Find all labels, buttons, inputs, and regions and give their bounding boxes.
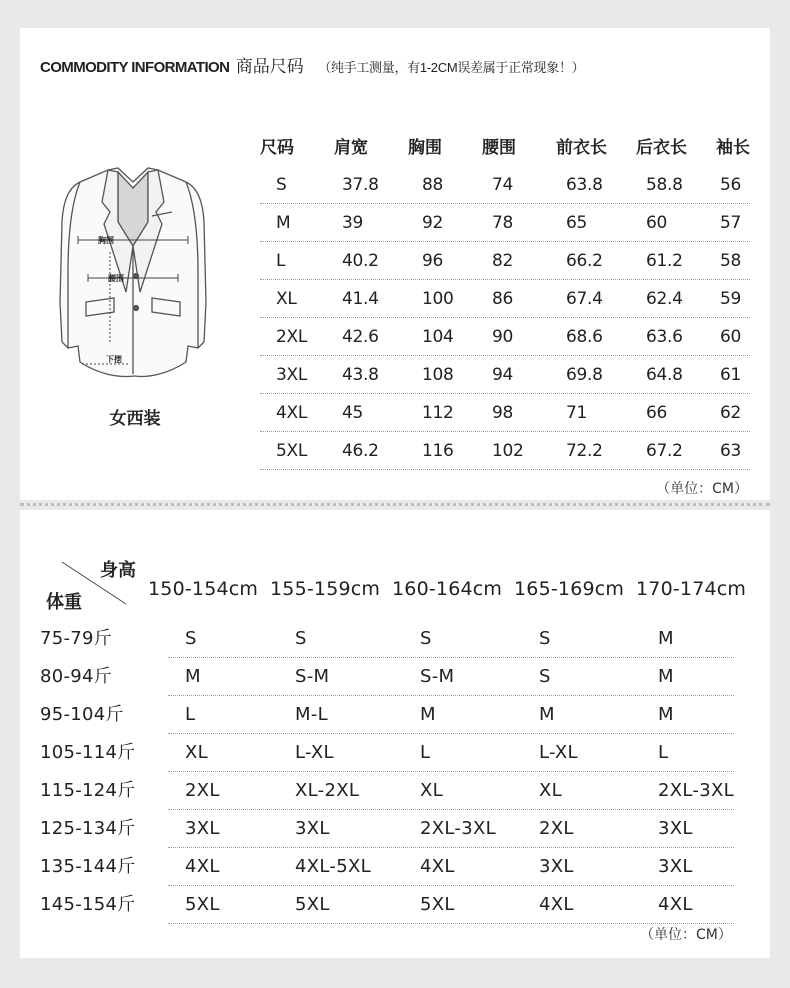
recommended-size-cell: 3XL (658, 818, 693, 839)
height-column-header: 170-174cm (636, 578, 747, 600)
recommended-size-cell: M (420, 704, 436, 725)
size-table-row (240, 356, 750, 394)
size-table-row (240, 432, 750, 470)
height-column-header: 160-164cm (392, 578, 503, 600)
size-table-cell: 67.2 (646, 441, 683, 461)
size-table-cell: 69.8 (566, 365, 603, 385)
size-table-cell: 74 (492, 175, 514, 195)
size-table-row (240, 318, 750, 356)
size-table-cell: 60 (646, 213, 668, 233)
size-table-row (240, 280, 750, 318)
size-table-cell: 37.8 (342, 175, 379, 195)
size-table-row (240, 394, 750, 432)
recommended-size-cell: S (295, 628, 307, 649)
size-table-cell: 88 (422, 175, 444, 195)
size-table-header-cell: 前衣长 (556, 138, 607, 158)
recommendation-row (40, 848, 734, 886)
recommended-size-cell: L (658, 742, 669, 763)
size-table-cell: 94 (492, 365, 514, 385)
size-table-cell: 68.6 (566, 327, 603, 347)
recommendation-row (40, 658, 734, 696)
recommended-size-cell: S-M (295, 666, 330, 687)
size-table-cell: 59 (720, 289, 742, 309)
recommended-size-cell: XL (420, 780, 443, 801)
size-table-cell: 58 (720, 251, 742, 271)
size-table-cell: 43.8 (342, 365, 379, 385)
size-table-cell: 62.4 (646, 289, 683, 309)
size-table-header (240, 130, 750, 166)
size-table-cell: S (276, 175, 287, 195)
size-table-cell: 86 (492, 289, 514, 309)
height-column-header: 155-159cm (270, 578, 381, 600)
recommended-size-cell: 5XL (295, 894, 330, 915)
height-column-header: 165-169cm (514, 578, 625, 600)
size-table-cell: 104 (422, 327, 454, 347)
recommended-size-cell: 3XL (185, 818, 220, 839)
recommendation-row (40, 810, 734, 848)
weight-range-cell: 105-114斤 (40, 742, 136, 763)
size-table-cell: 40.2 (342, 251, 379, 271)
size-table-cell: 90 (492, 327, 514, 347)
recommended-size-cell: XL (539, 780, 562, 801)
weight-range-cell: 115-124斤 (40, 780, 136, 801)
size-table-cell: 63.6 (646, 327, 683, 347)
size-table-cell: 61.2 (646, 251, 683, 271)
size-table-cell: 92 (422, 213, 444, 233)
recommended-size-cell: M (539, 704, 555, 725)
size-table-header-cell: 后衣长 (636, 138, 687, 158)
chest-label: 胸围 (98, 236, 114, 245)
size-table-cell: 3XL (276, 365, 308, 385)
hem-label: 下摆 (106, 355, 122, 364)
header-title-en: COMMODITY INFORMATION (40, 59, 230, 76)
recommended-size-cell: L (185, 704, 196, 725)
size-table-row (240, 242, 750, 280)
recommended-size-cell: 2XL-3XL (658, 780, 734, 801)
weight-range-cell: 80-94斤 (40, 666, 113, 687)
recommended-size-cell: 5XL (420, 894, 455, 915)
weight-range-cell: 145-154斤 (40, 894, 136, 915)
size-table-cell: 57 (720, 213, 742, 233)
size-table-row (240, 204, 750, 242)
size-table-header-cell: 袖长 (716, 138, 750, 158)
recommended-size-cell: XL (185, 742, 208, 763)
size-table-cell: 41.4 (342, 289, 379, 309)
weight-range-cell: 135-144斤 (40, 856, 136, 877)
size-table-cell: 72.2 (566, 441, 603, 461)
size-table-cell: M (276, 213, 291, 233)
weight-range-cell: 95-104斤 (40, 704, 124, 725)
recommended-size-cell: 4XL-5XL (295, 856, 371, 877)
size-table-header-cell: 腰围 (482, 138, 516, 158)
size-table-cell: 2XL (276, 327, 308, 347)
size-table-cell: 116 (422, 441, 454, 461)
size-table-row (240, 166, 750, 204)
recommended-size-cell: 3XL (295, 818, 330, 839)
recommended-size-cell: L-XL (539, 742, 578, 763)
recommended-size-cell: S (420, 628, 432, 649)
recommended-size-cell: M (658, 704, 674, 725)
size-table-cell: 71 (566, 403, 588, 423)
recommended-size-cell: S (539, 666, 551, 687)
recommended-size-cell: 5XL (185, 894, 220, 915)
size-table-cell: 39 (342, 213, 364, 233)
recommended-size-cell: L-XL (295, 742, 334, 763)
size-table (240, 130, 750, 470)
size-table-cell: 112 (422, 403, 454, 423)
size-table-cell: 62 (720, 403, 742, 423)
size-table-header-cell: 肩宽 (334, 138, 368, 158)
size-table-cell: 56 (720, 175, 742, 195)
recommendation-row (40, 620, 734, 658)
size-table-cell: 64.8 (646, 365, 683, 385)
size-table-cell: 66 (646, 403, 668, 423)
recommendation-row (40, 886, 734, 924)
size-table-cell: 58.8 (646, 175, 683, 195)
recommended-size-cell: 2XL (185, 780, 220, 801)
recommended-size-cell: M-L (295, 704, 328, 725)
recommended-size-cell: M (658, 628, 674, 649)
size-table-cell: 66.2 (566, 251, 603, 271)
section-header (40, 52, 584, 77)
recommended-size-cell: 2XL-3XL (420, 818, 496, 839)
header-note: （纯手工测量，有1-2CM误差属于正常现象！） (318, 60, 585, 75)
size-table-cell: 108 (422, 365, 454, 385)
size-table-cell: 100 (422, 289, 454, 309)
size-table-cell: 4XL (276, 403, 308, 423)
size-table-cell: 102 (492, 441, 524, 461)
header-title-zh: 商品尺码 (235, 57, 304, 76)
recommended-size-cell: 4XL (185, 856, 220, 877)
recommended-size-cell: S-M (420, 666, 455, 687)
garment-name: 女西装 (109, 409, 161, 429)
size-table-cell: 96 (422, 251, 444, 271)
height-label: 身高 (100, 560, 136, 581)
recommended-size-cell: 2XL (539, 818, 574, 839)
recommendation-table (40, 620, 734, 924)
weight-range-cell: 75-79斤 (40, 628, 113, 649)
size-table-header-cell: 胸围 (408, 138, 442, 158)
weight-range-cell: 125-134斤 (40, 818, 136, 839)
size-table-cell: L (276, 251, 286, 271)
size-table-cell: 65 (566, 213, 588, 233)
size-table-cell: 5XL (276, 441, 308, 461)
recommendation-row (40, 696, 734, 734)
jacket-illustration (48, 142, 218, 392)
section-divider (20, 503, 770, 506)
recommended-size-cell: 4XL (420, 856, 455, 877)
recommended-size-cell: 4XL (539, 894, 574, 915)
recommended-size-cell: 3XL (539, 856, 574, 877)
weight-label: 体重 (46, 592, 82, 613)
size-table-cell: 63.8 (566, 175, 603, 195)
recommended-size-cell: M (185, 666, 201, 687)
recommendation-row (40, 772, 734, 810)
recommended-size-cell: XL-2XL (295, 780, 360, 801)
size-table-cell: 45 (342, 403, 364, 423)
size-table-cell: XL (276, 289, 297, 309)
recommended-size-cell: 3XL (658, 856, 693, 877)
unit-note: （单位：CM） (656, 481, 748, 497)
size-table-cell: 63 (720, 441, 742, 461)
recommendation-row (40, 734, 734, 772)
recommended-size-cell: S (539, 628, 551, 649)
waist-label: 腰围 (108, 274, 124, 283)
size-table-cell: 82 (492, 251, 514, 271)
size-table-cell: 60 (720, 327, 742, 347)
size-table-cell: 42.6 (342, 327, 379, 347)
recommended-size-cell: 4XL (658, 894, 693, 915)
size-table-cell: 98 (492, 403, 514, 423)
recommended-size-cell: S (185, 628, 197, 649)
recommended-size-cell: M (658, 666, 674, 687)
size-table-header-cell: 尺码 (260, 138, 294, 158)
size-table-cell: 78 (492, 213, 514, 233)
recommended-size-cell: L (420, 742, 431, 763)
size-table-cell: 67.4 (566, 289, 603, 309)
height-column-header: 150-154cm (148, 578, 259, 600)
size-table-cell: 46.2 (342, 441, 379, 461)
size-table-cell: 61 (720, 365, 742, 385)
unit-note-2: （单位：CM） (640, 927, 732, 943)
